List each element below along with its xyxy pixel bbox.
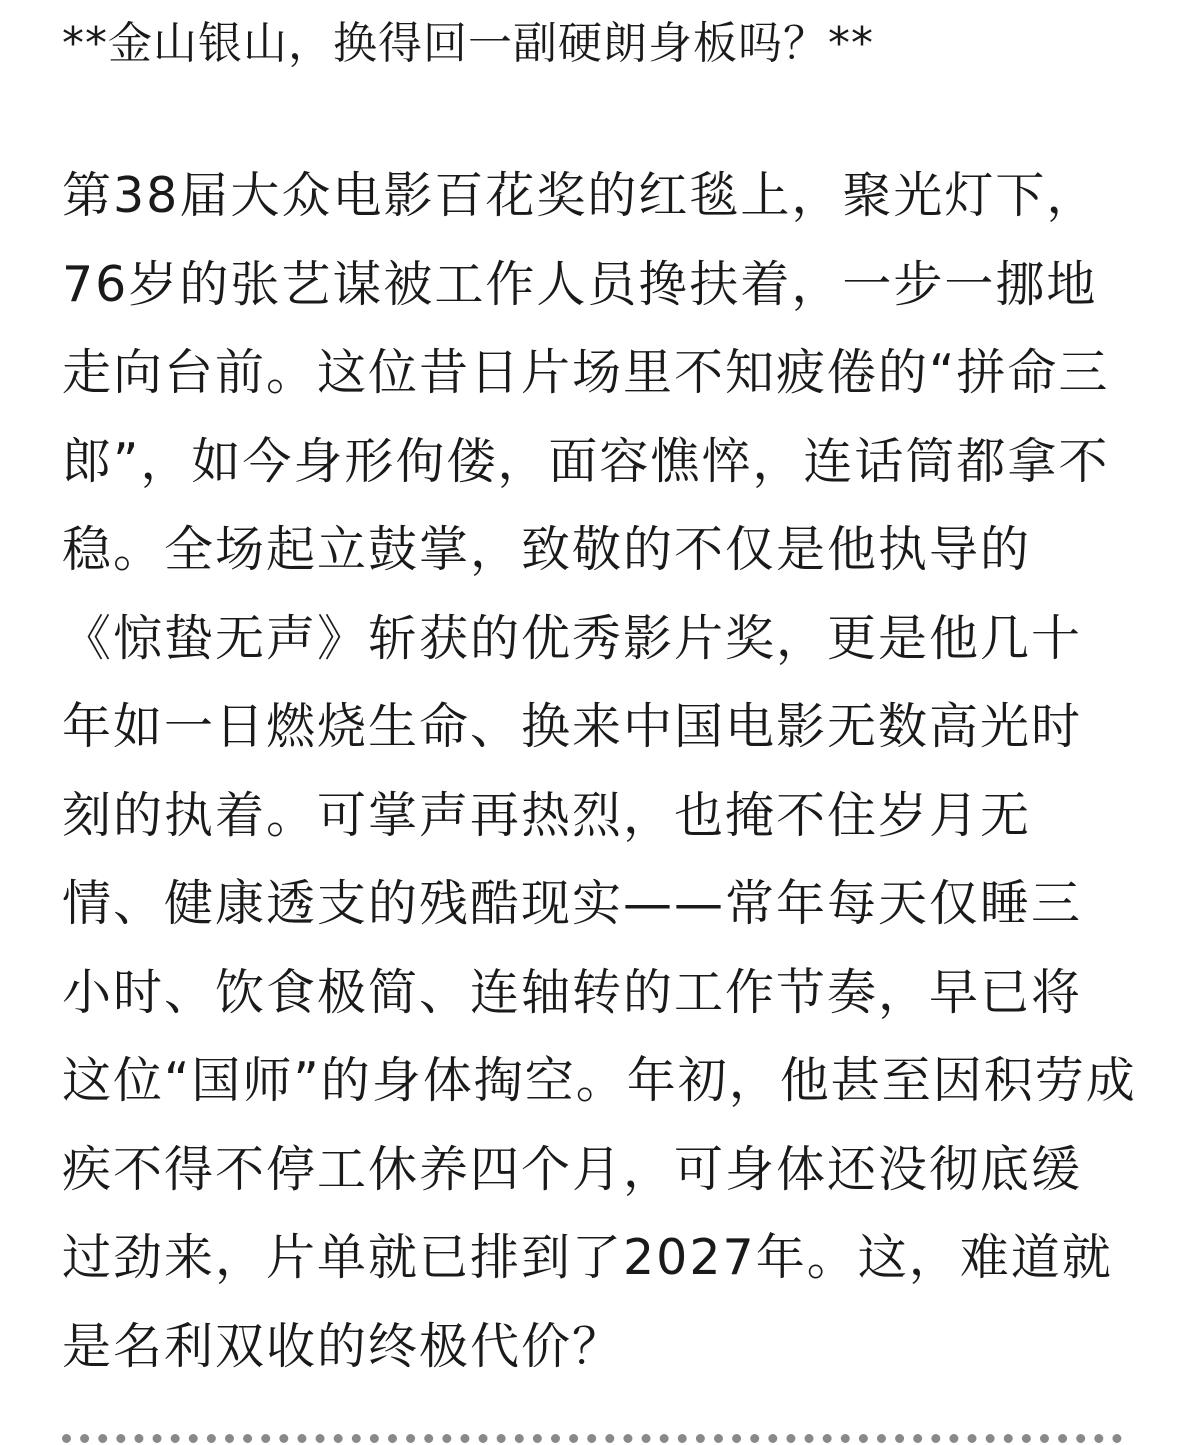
- paragraph-line: 是名利双收的终极代价？: [62, 1317, 624, 1375]
- paragraph-line: 第38届大众电影百花奖的红毯上，聚光灯下，: [62, 167, 1098, 224]
- paragraph-line: 年如一日燃烧生命、换来中国电影无数高光时: [62, 698, 1083, 755]
- paragraph-line: 情、健康透支的残酷现实——常年每天仅睡三: [62, 875, 1083, 932]
- paragraph-line: 这位“国师”的身体掏空。年初，他甚至因积劳成: [62, 1052, 1137, 1109]
- cropped-text-fragment: [62, 1434, 1122, 1445]
- paragraph-line: 76岁的张艺谋被工作人员搀扶着，一步一挪地: [62, 255, 1098, 313]
- paragraph-line: 《惊蛰无声》斩获的优秀影片奖，更是他几十: [62, 609, 1083, 667]
- paragraph-line: 刻的执着。可掌声再热烈，也掩不住岁月无: [62, 786, 1032, 844]
- article-title: **金山银山，换得回一副硬朗身板吗？**: [62, 18, 874, 69]
- cropped-next-line: [62, 1428, 1122, 1445]
- paragraph-line: 小时、饮食极简、连轴转的工作节奏，早已将: [62, 963, 1083, 1021]
- article-paragraph: [62, 152, 1137, 1391]
- paragraph-line: 郎”，如今身形佝偻，面容憔悴，连话筒都拿不: [62, 432, 1110, 490]
- paragraph-line: 走向台前。这位昔日片场里不知疲倦的“拼命三: [62, 344, 1110, 401]
- paragraph-line: 过劲来，片单就已排到了2027年。这，难道就: [62, 1229, 1113, 1286]
- paragraph-line: 疾不得不停工休养四个月，可身体还没彻底缓: [62, 1140, 1083, 1198]
- paragraph-line: 稳。全场起立鼓掌，致敬的不仅是他执导的: [62, 521, 1032, 578]
